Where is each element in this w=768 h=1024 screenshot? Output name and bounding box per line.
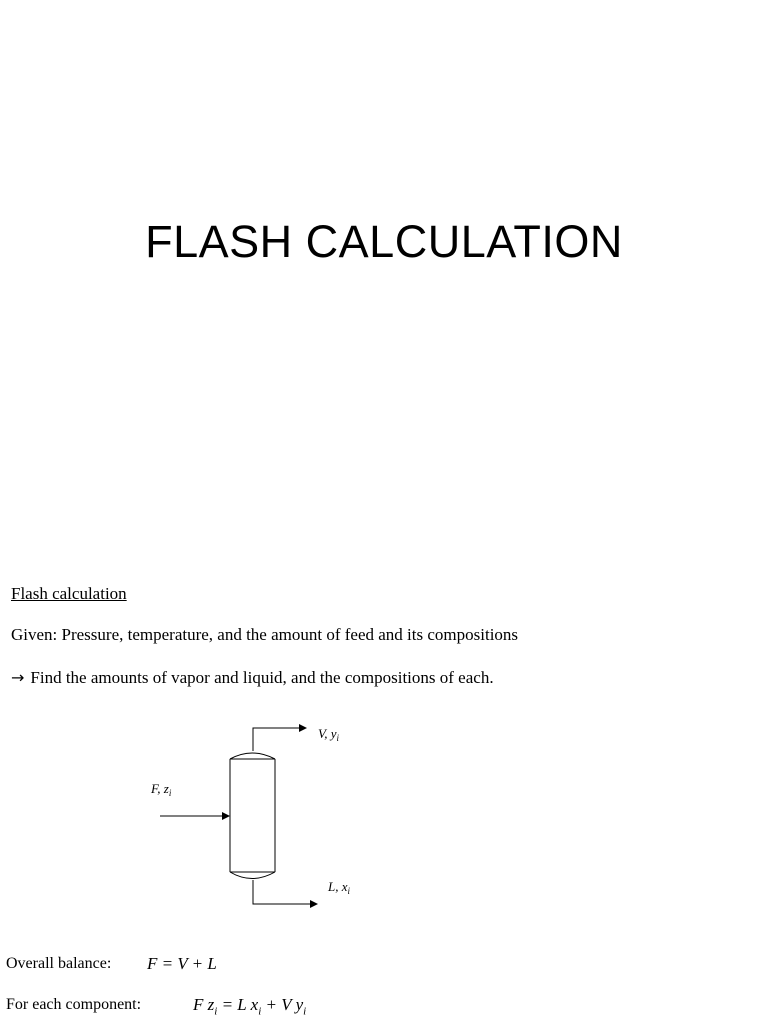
overall-balance-label: Overall balance: (6, 955, 112, 972)
component-balance-equation: F $z_i = L$ $x_i + V$ $y_i$ (193, 995, 307, 1018)
find-text-body: Find the amounts of vapor and liquid, and the compositions of each. (30, 668, 494, 687)
page-title: FLASH CALCULATION (145, 216, 623, 267)
find-text (11, 668, 494, 688)
liquid-outlet-line (253, 880, 317, 904)
vapor-outlet-line (253, 728, 306, 751)
liquid-label: L, $x_i$ (328, 879, 351, 896)
flash-drum-diagram (140, 715, 400, 915)
feed-label: F, $z_i$ (151, 781, 172, 798)
overall-balance-equation: F = V + L (147, 954, 217, 973)
section-heading: Flash calculation (11, 584, 127, 603)
vapor-label: V, $y_i$ (318, 726, 340, 743)
right-arrow-icon: → (11, 668, 25, 687)
given-text: Given: Pressure, temperature, and the amount of feed and its compositions (11, 625, 519, 644)
flash-drum (230, 753, 275, 879)
component-balance-label: For each component: (6, 996, 142, 1013)
